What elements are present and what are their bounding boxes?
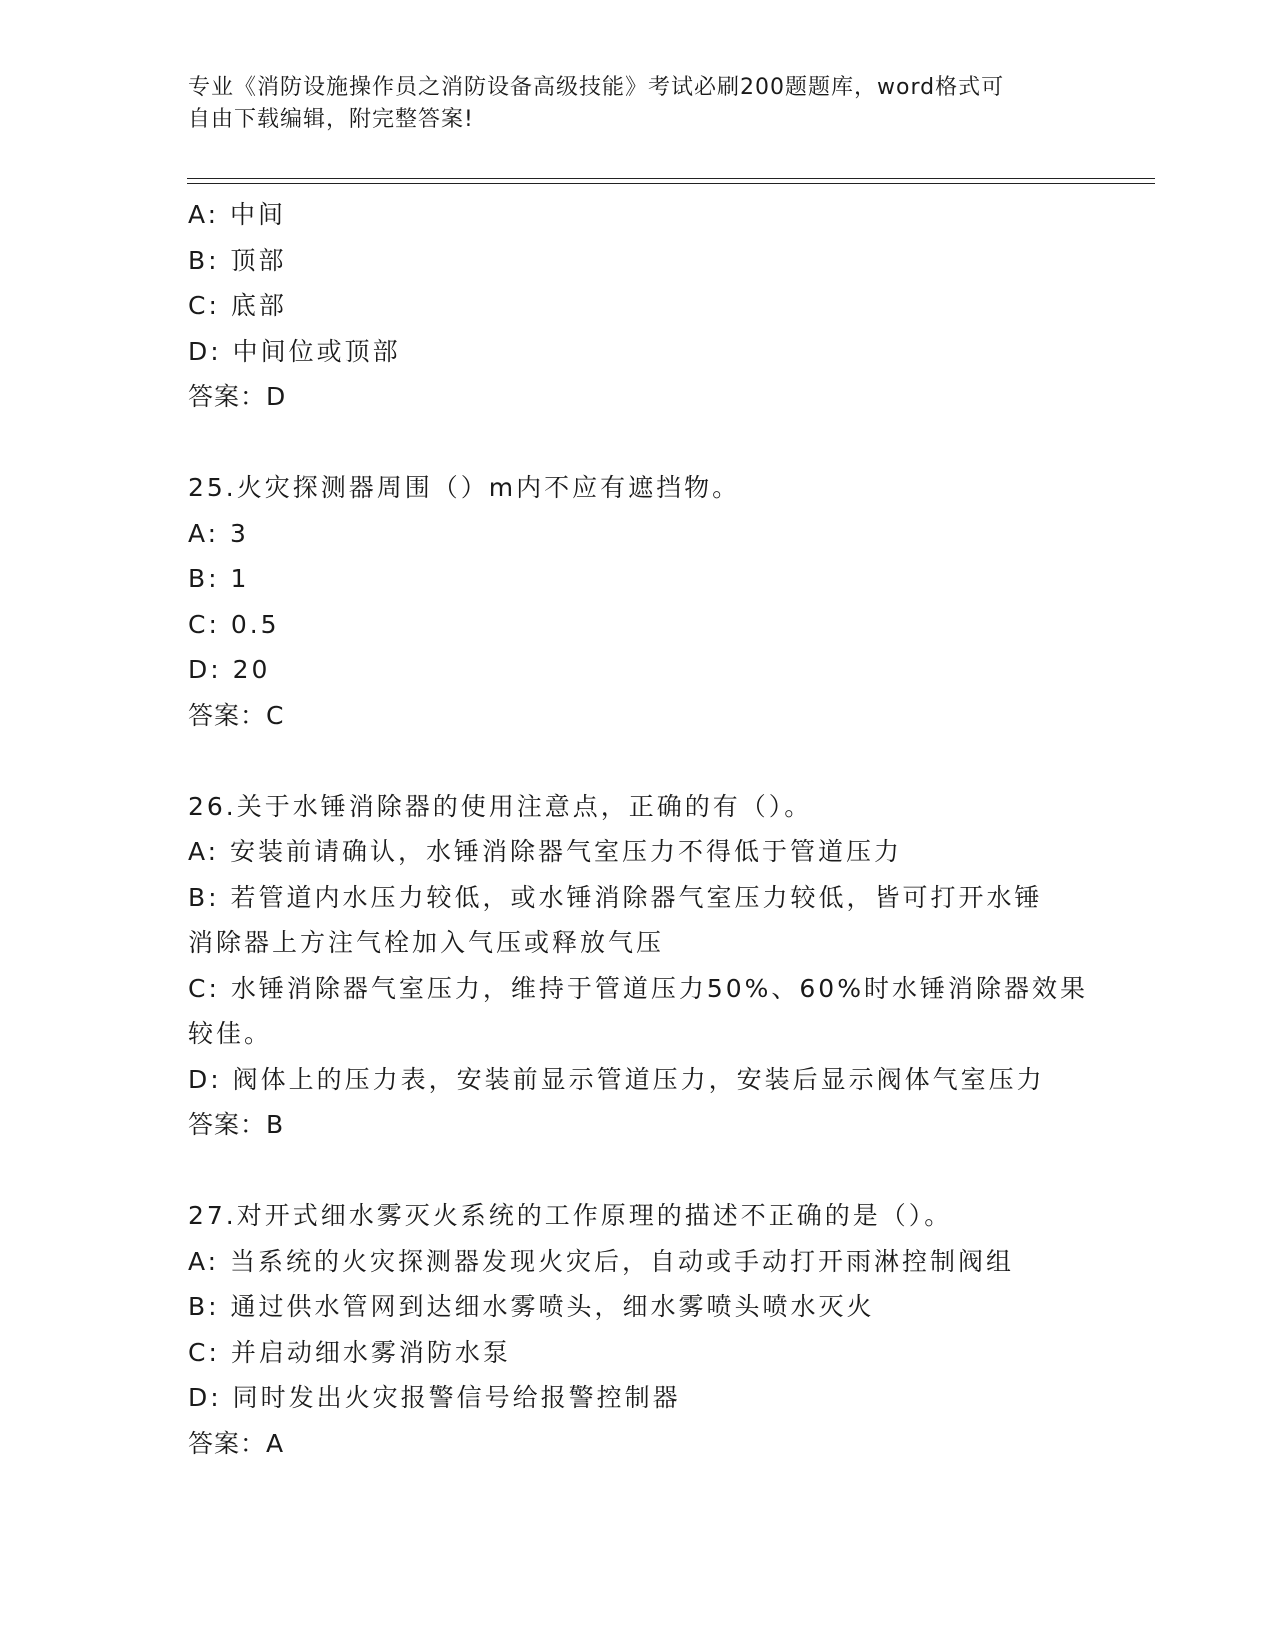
option-d: D: 阀体上的压力表，安装前显示管道压力，安装后显示阀体气室压力 (188, 1064, 1045, 1094)
question-27 (188, 1193, 1088, 1466)
question-24-continued (188, 192, 1088, 420)
option-b: B: 1 (188, 564, 250, 593)
answer-line: 答案：C (188, 700, 285, 730)
option-a: A: 当系统的火灾探测器发现火灾后，自动或手动打开雨淋控制阀组 (188, 1246, 1015, 1276)
answer-line: 答案：B (188, 1110, 285, 1139)
option-b-line-1: B: 若管道内水压力较低，或水锤消除器气室压力较低，皆可打开水锤 (188, 882, 1043, 912)
option-a: A: 中间 (188, 200, 287, 229)
option-b: B: 通过供水管网到达细水雾喷头，细水雾喷头喷水灭火 (188, 1292, 875, 1321)
question-stem: 27.对开式细水雾灭火系统的工作原理的描述不正确的是（）。 (188, 1201, 953, 1230)
spacer (188, 738, 1088, 784)
header-divider-top (187, 178, 1155, 179)
header-title-line-2: 自由下载编辑，附完整答案! (188, 107, 474, 132)
question-stem: 26.关于水锤消除器的使用注意点，正确的有（）。 (188, 791, 813, 821)
question-25 (188, 465, 1088, 738)
answer-line: 答案：D (188, 382, 287, 411)
document-header (188, 72, 1068, 136)
question-list (188, 192, 1088, 1466)
question-26 (188, 784, 1088, 1148)
answer-line: 答案：A (188, 1428, 285, 1458)
spacer (188, 1148, 1088, 1194)
header-title-line-1: 专业《消防设施操作员之消防设备高级技能》考试必刷200题题库，word格式可 (188, 75, 1005, 100)
spacer (188, 420, 1088, 466)
question-stem: 25.火灾探测器周围（）m内不应有遮挡物。 (188, 473, 741, 502)
option-d: D: 20 (188, 655, 271, 684)
option-b-line-2: 消除器上方注气栓加入气压或释放气压 (188, 928, 665, 957)
option-c: C: 底部 (188, 291, 287, 320)
option-d: D: 中间位或顶部 (188, 336, 401, 366)
option-c: C: 0.5 (188, 609, 280, 639)
option-a: A: 安装前请确认，水锤消除器气室压力不得低于管道压力 (188, 837, 903, 866)
option-a: A: 3 (188, 518, 249, 548)
option-c-line-1: C: 水锤消除器气室压力，维持于管道压力50%、60%时水锤消除器效果 (188, 973, 1088, 1003)
header-divider-bottom (187, 183, 1155, 184)
option-c: C: 并启动细水雾消防水泵 (188, 1337, 511, 1367)
option-c-line-2: 较佳。 (188, 1019, 273, 1048)
option-d: D: 同时发出火灾报警信号给报警控制器 (188, 1383, 681, 1412)
option-b: B: 顶部 (188, 245, 287, 275)
